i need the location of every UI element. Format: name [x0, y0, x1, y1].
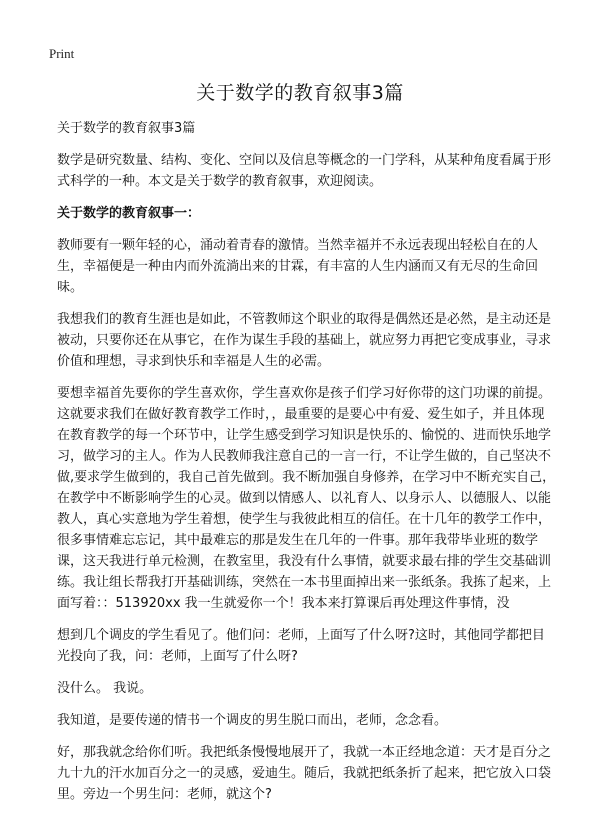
- paragraph-6: 我知道，是要传递的情书一个调皮的男生脱口而出，老师，念念看。: [57, 713, 448, 728]
- page-title: 关于数学的教育叙事3篇: [196, 82, 404, 104]
- paragraph-7: 好，那我就念给你们听。我把纸条慢慢地展开了，我就一本正经地念道：天才是百分之九十九的汗水加百分之一的灵感，爱迪生。随后，我就把纸条折了起来，把它放入口袋里。旁边一个男生问：老师，就这个?: [57, 745, 552, 802]
- paragraph-3: 要想幸福首先要你的学生喜欢你，学生喜欢你是孩子们学习好你带的这门功课的前提。这就要求我们在做好教育教学工作时，，最重要的是要心中有爱、爱生如子，并且体现在教育教学的每一个环节中，让学生感受到学习知识是快乐的、愉悦的、进而快乐地学习，做学习的主人。作为人民教师我注意自己的一言一行，不让学生做的，自己坚决不做,要求学生做到的，我自己首先做到。我不断加强自身修养，在学习中不断充实自己，在教学中不断影响学生的心灵。做到以情感人、以礼育人、以身示人、以德服人、以能教人，真心实意地为学生着想，使学生与我彼此相互的信任。在十几年的教学工作中，很多事情难忘忘记，其中最难忘的那是发生在几年的一件事。那年我带毕业班的数学课，这天我进行单元检测，在教室里，我没有什么事情，就要求最右排的学生交基础训练。我让组长帮我打开基础训练，突然在一本书里面掉出来一张纸条。我拣了起来，上面写着：：513920xx 我一生就爱你一个！我本来打算课后再处理这件事情，没: [57, 386, 556, 611]
- paragraph-1: 教师要有一颗年轻的心，涌动着青春的激情。当然幸福并不永远表现出轻松自在的人生，幸福便是一种由内而外流淌出来的甘霖，有丰富的人生内涵而又有无尽的生命回味。: [57, 238, 539, 295]
- paragraph-4: 想到几个调皮的学生看见了。他们问：老师，上面写了什么呀?这时，其他同学都把目光投向了我，问：老师，上面写了什么呀?: [57, 628, 545, 664]
- section-heading: 关于数学的教育叙事一：: [57, 206, 201, 221]
- print-link[interactable]: Print: [49, 46, 75, 61]
- paragraph-5: 没什么。 我说。: [57, 681, 153, 696]
- intro-paragraph: 数学是研究数量、结构、变化、空间以及信息等概念的一门学科，从某种角度看属于形式科学的一种。本文是关于数学的教育叙事，欢迎阅读。: [57, 153, 552, 189]
- article-body: [57, 118, 557, 816]
- paragraph-2: 我想我们的教育生涯也是如此，不管教师这个职业的取得是偶然还是必然，是主动还是被动，只要你还在从事它，在作为谋生手段的基础上，就应努力再把它变成事业，寻求价值和理想，寻求到快乐和幸福是人生的必需。: [57, 312, 552, 369]
- article-subtitle: 关于数学的教育叙事3篇: [57, 121, 196, 136]
